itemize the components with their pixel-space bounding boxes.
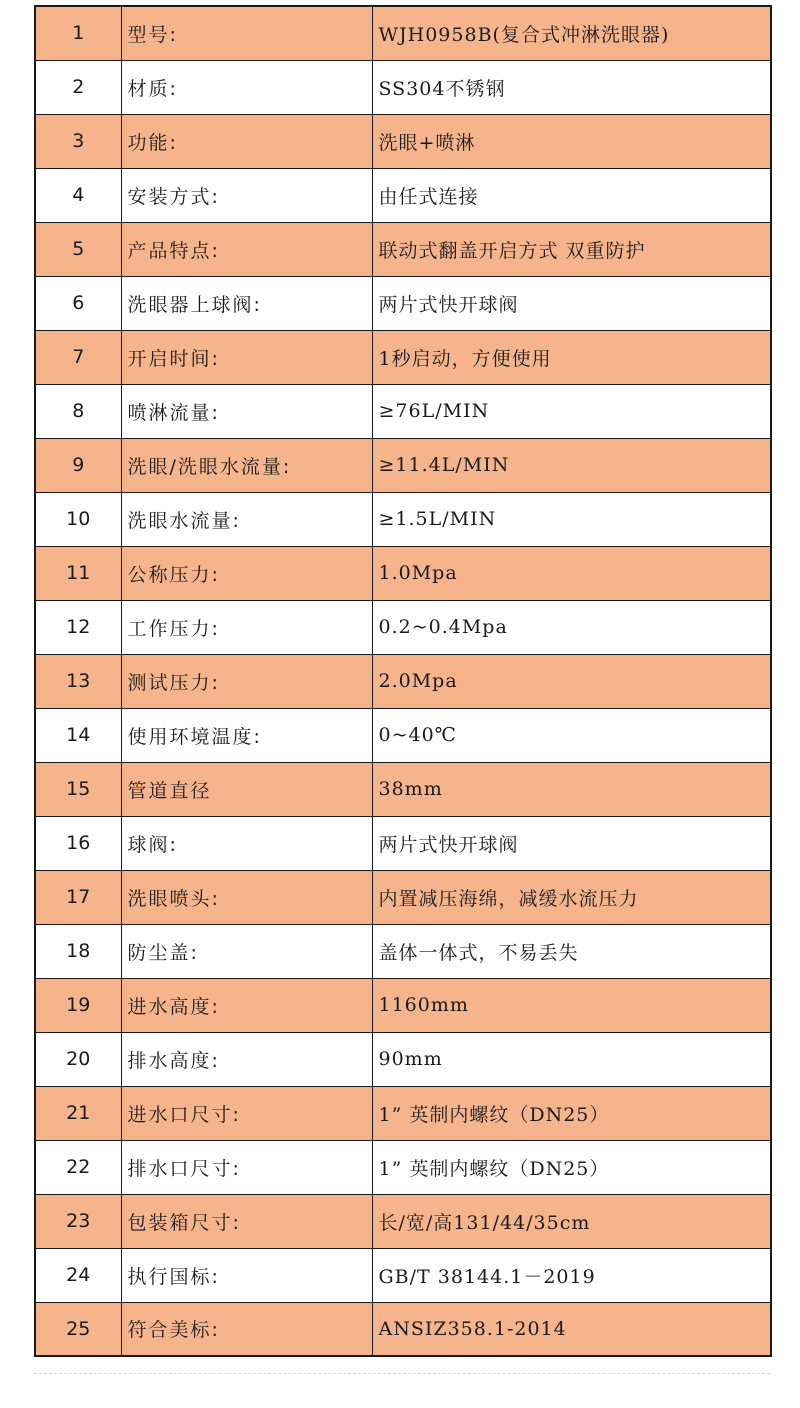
spec-name: 工作压力:: [121, 600, 372, 654]
spec-name: 洗眼器上球阀:: [121, 276, 372, 330]
spec-value: 90mm: [372, 1032, 771, 1086]
row-number: 1: [35, 6, 121, 60]
spec-name: 排水高度:: [121, 1032, 372, 1086]
spec-value: 38mm: [372, 762, 771, 816]
spec-name: 排水口尺寸:: [121, 1140, 372, 1194]
table-row: [35, 1194, 771, 1248]
spec-value: GB/T 38144.1－2019: [372, 1248, 771, 1302]
table-row: [35, 6, 771, 60]
table-row: [35, 1140, 771, 1194]
row-number: 9: [35, 438, 121, 492]
table-row: [35, 762, 771, 816]
row-number: 10: [35, 492, 121, 546]
row-number: 13: [35, 654, 121, 708]
row-number: 22: [35, 1140, 121, 1194]
row-number: 12: [35, 600, 121, 654]
table-row: [35, 870, 771, 924]
spec-value: 联动式翻盖开启方式 双重防护: [372, 222, 771, 276]
spec-name: 洗眼喷头:: [121, 870, 372, 924]
table-row: [35, 60, 771, 114]
spec-value: SS304不锈钢: [372, 60, 771, 114]
table-row: [35, 600, 771, 654]
spec-table-body: [35, 6, 771, 1356]
spec-name: 执行国标:: [121, 1248, 372, 1302]
spec-value: 内置减压海绵，减缓水流压力: [372, 870, 771, 924]
spec-value: 由任式连接: [372, 168, 771, 222]
spec-value: 2.0Mpa: [372, 654, 771, 708]
spec-value: 1160mm: [372, 978, 771, 1032]
row-number: 6: [35, 276, 121, 330]
row-number: 11: [35, 546, 121, 600]
row-number: 5: [35, 222, 121, 276]
spec-name: 进水高度:: [121, 978, 372, 1032]
table-row: [35, 816, 771, 870]
table-row: [35, 1248, 771, 1302]
spec-name: 包装箱尺寸:: [121, 1194, 372, 1248]
spec-value: 0.2~0.4Mpa: [372, 600, 771, 654]
table-row: [35, 438, 771, 492]
table-row: [35, 330, 771, 384]
spec-name: 符合美标:: [121, 1302, 372, 1356]
table-row: [35, 492, 771, 546]
spec-value: 1秒启动，方便使用: [372, 330, 771, 384]
spec-name: 洗眼水流量:: [121, 492, 372, 546]
row-number: 2: [35, 60, 121, 114]
spec-value: 0~40℃: [372, 708, 771, 762]
spec-name: 材质:: [121, 60, 372, 114]
table-row: [35, 978, 771, 1032]
spec-name: 管道直径: [121, 762, 372, 816]
table-row: [35, 1302, 771, 1356]
spec-name: 洗眼/洗眼水流量:: [121, 438, 372, 492]
row-number: 7: [35, 330, 121, 384]
table-row: [35, 384, 771, 438]
table-row: [35, 114, 771, 168]
row-number: 3: [35, 114, 121, 168]
row-number: 21: [35, 1086, 121, 1140]
spec-value: ≥11.4L/MIN: [372, 438, 771, 492]
row-number: 14: [35, 708, 121, 762]
spec-name: 产品特点:: [121, 222, 372, 276]
spec-value: ANSIZ358.1-2014: [372, 1302, 771, 1356]
bottom-divider: [34, 1373, 770, 1374]
row-number: 17: [35, 870, 121, 924]
spec-name: 进水口尺寸:: [121, 1086, 372, 1140]
row-number: 25: [35, 1302, 121, 1356]
spec-name: 测试压力:: [121, 654, 372, 708]
spec-name: 安装方式:: [121, 168, 372, 222]
row-number: 23: [35, 1194, 121, 1248]
spec-value: WJH0958B(复合式冲淋洗眼器): [372, 6, 771, 60]
table-row: [35, 222, 771, 276]
row-number: 8: [35, 384, 121, 438]
table-row: [35, 546, 771, 600]
spec-value: 盖体一体式，不易丢失: [372, 924, 771, 978]
row-number: 18: [35, 924, 121, 978]
table-row: [35, 708, 771, 762]
spec-name: 功能:: [121, 114, 372, 168]
spec-name: 喷淋流量:: [121, 384, 372, 438]
spec-value: ≥1.5L/MIN: [372, 492, 771, 546]
row-number: 24: [35, 1248, 121, 1302]
spec-value: 1” 英制内螺纹（DN25）: [372, 1086, 771, 1140]
row-number: 20: [35, 1032, 121, 1086]
spec-value: 洗眼+喷淋: [372, 114, 771, 168]
spec-name: 球阀:: [121, 816, 372, 870]
row-number: 15: [35, 762, 121, 816]
spec-value: 两片式快开球阀: [372, 276, 771, 330]
table-row: [35, 168, 771, 222]
spec-value: 长/宽/高131/44/35cm: [372, 1194, 771, 1248]
spec-value: 两片式快开球阀: [372, 816, 771, 870]
row-number: 19: [35, 978, 121, 1032]
spec-value: ≥76L/MIN: [372, 384, 771, 438]
table-row: [35, 1086, 771, 1140]
spec-value: 1.0Mpa: [372, 546, 771, 600]
spec-name: 型号:: [121, 6, 372, 60]
table-row: [35, 924, 771, 978]
table-row: [35, 276, 771, 330]
row-number: 4: [35, 168, 121, 222]
table-row: [35, 1032, 771, 1086]
spec-name: 公称压力:: [121, 546, 372, 600]
spec-name: 防尘盖:: [121, 924, 372, 978]
spec-table: [34, 5, 772, 1357]
table-row: [35, 654, 771, 708]
row-number: 16: [35, 816, 121, 870]
spec-name: 开启时间:: [121, 330, 372, 384]
spec-name: 使用环境温度:: [121, 708, 372, 762]
spec-value: 1” 英制内螺纹（DN25）: [372, 1140, 771, 1194]
